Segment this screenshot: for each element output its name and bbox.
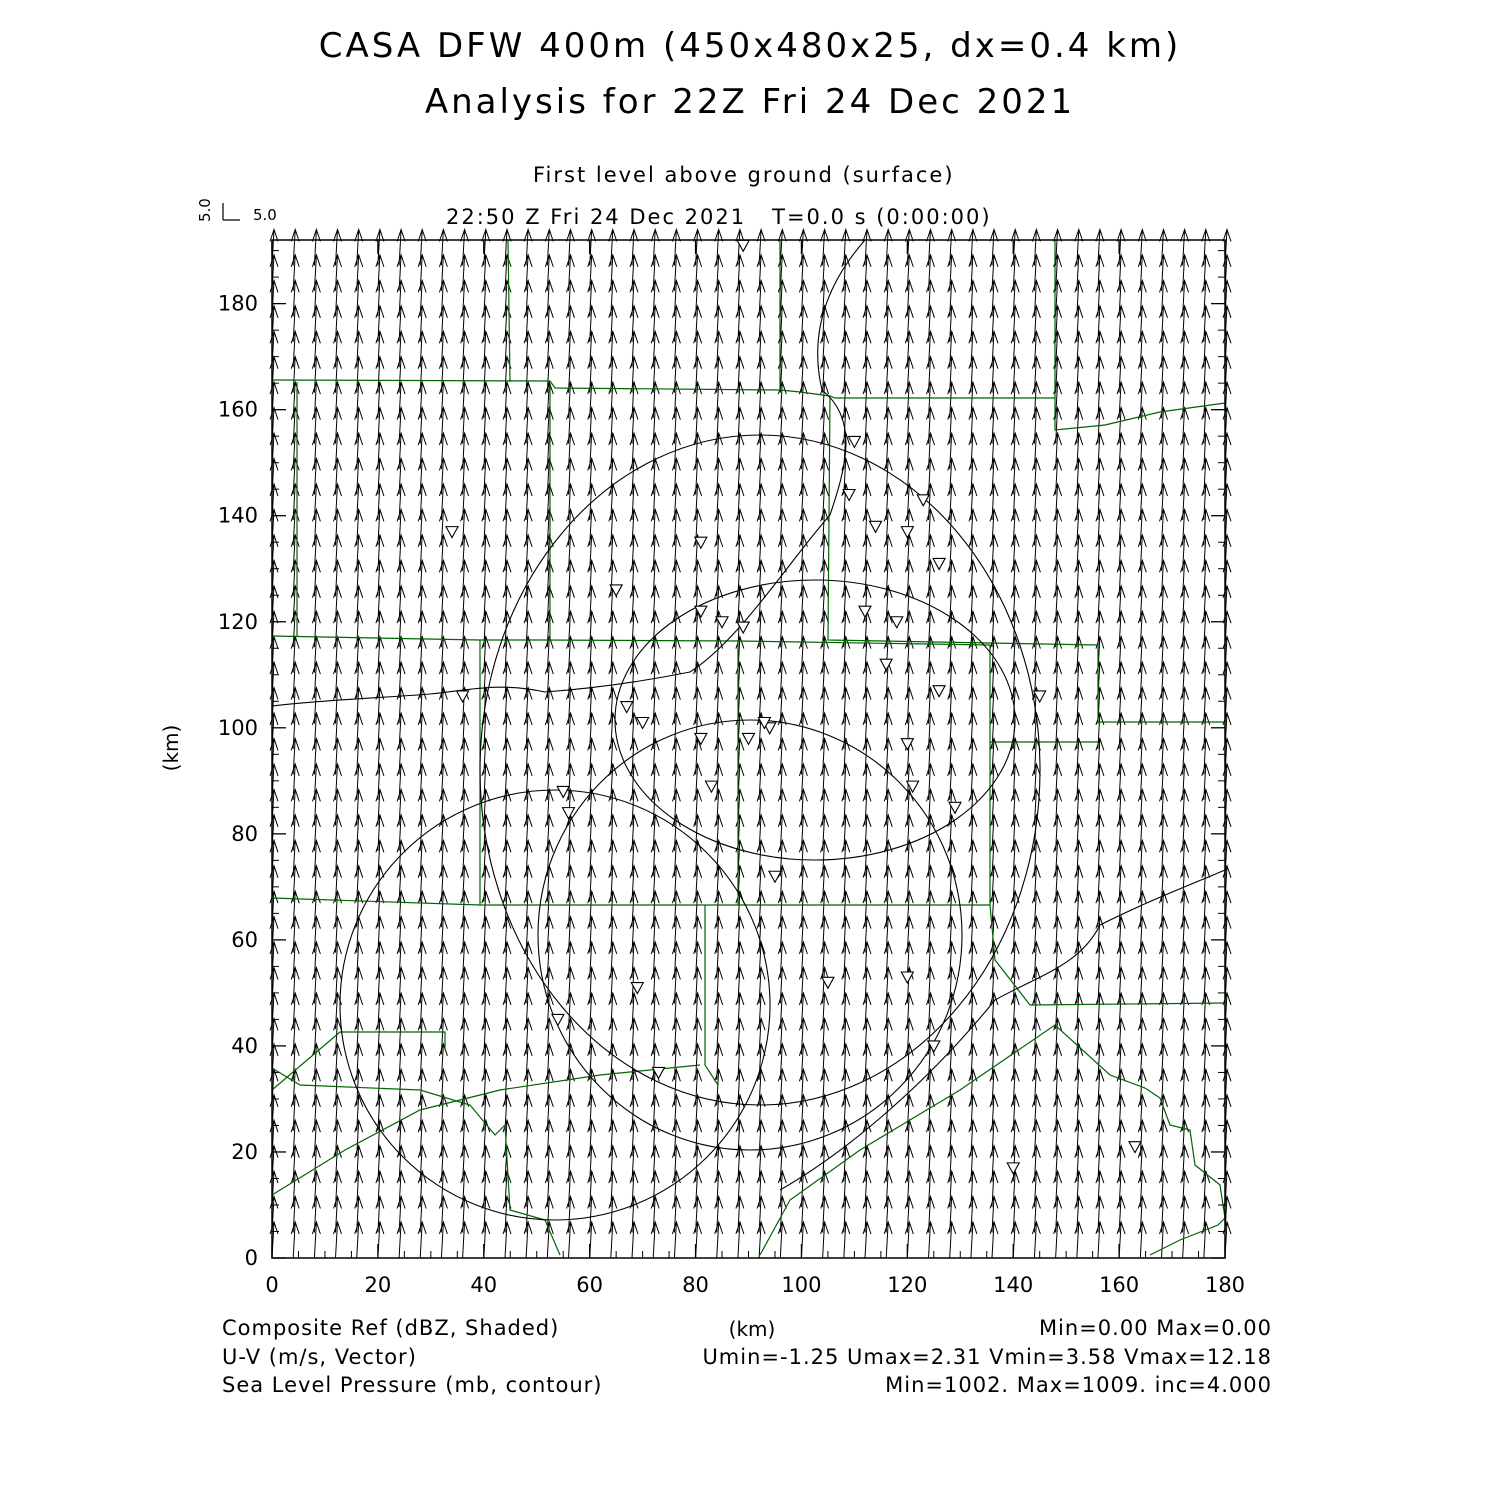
- station-marker: [637, 717, 649, 728]
- y-tick-label: 0: [244, 1246, 258, 1270]
- station-marker: [933, 558, 945, 569]
- county-border-14: [705, 905, 718, 1085]
- x-tick-label: 20: [364, 1273, 392, 1297]
- station-marker: [743, 733, 755, 744]
- x-tick-label: 140: [993, 1273, 1034, 1297]
- composite-ref-label: Composite Ref (dBZ, Shaded): [222, 1316, 560, 1340]
- y-tick-label: 160: [217, 397, 258, 422]
- y-tick-label: 80: [231, 821, 258, 846]
- x-tick-label: 60: [576, 1273, 604, 1297]
- county-border-11: [990, 645, 1225, 1005]
- wind-vector-stats: Umin=-1.25 Umax=2.31 Vmin=3.58 Vmax=12.18: [702, 1345, 1272, 1369]
- stations: [446, 240, 1141, 1174]
- station-marker: [859, 606, 871, 617]
- y-tick-label: 180: [217, 291, 258, 316]
- station-marker: [557, 786, 569, 797]
- reference-vector: [223, 203, 240, 220]
- y-tick-label: 20: [231, 1139, 258, 1164]
- station-marker: [933, 686, 945, 697]
- y-tick-label: 120: [217, 609, 258, 634]
- station-marker: [1007, 1163, 1019, 1174]
- station-marker: [769, 871, 781, 882]
- station-marker: [1129, 1142, 1141, 1153]
- wind-vectors: [270, 230, 1231, 1259]
- wind-vector-label: U-V (m/s, Vector): [222, 1345, 417, 1369]
- y-axis-label: (km): [159, 724, 183, 772]
- y-tick-label: 100: [217, 715, 258, 740]
- main-title: CASA DFW 400m (450x480x25, dx=0.4 km): [318, 26, 1182, 66]
- composite-ref-stats: Min=0.00 Max=0.00: [1038, 1316, 1272, 1340]
- station-marker: [901, 972, 913, 983]
- pressure-label: Sea Level Pressure (mb, contour): [222, 1373, 603, 1397]
- x-tick-label: 120: [887, 1273, 928, 1297]
- x-tick-label: 40: [470, 1273, 498, 1297]
- x-axis-label: (km): [728, 1317, 776, 1341]
- time-label: 22:50 Z Fri 24 Dec 2021 T=0.0 s (0:00:00): [446, 205, 992, 229]
- y-axis: [218, 251, 1225, 1270]
- reference-vector-u-label: 5.0: [253, 206, 277, 224]
- reference-vector-v-label: 5.0: [196, 198, 214, 222]
- station-marker: [446, 527, 458, 538]
- wind-vector-arrows: [270, 230, 1231, 1259]
- x-tick-label: 0: [265, 1273, 279, 1297]
- pressure-stats: Min=1002. Max=1009. inc=4.000: [885, 1373, 1272, 1397]
- y-tick-label: 60: [231, 927, 258, 952]
- pressure-contour-4: [538, 720, 962, 1150]
- x-tick-label: 100: [781, 1273, 822, 1297]
- county-border-1: [272, 380, 1055, 398]
- x-tick-label: 80: [682, 1273, 709, 1297]
- station-marker: [891, 617, 903, 628]
- station-marker: [552, 1014, 564, 1025]
- x-tick-label: 180: [1204, 1273, 1246, 1297]
- x-tick-label: 160: [1099, 1273, 1140, 1297]
- station-marker: [901, 527, 913, 538]
- station-marker: [705, 781, 717, 792]
- station-marker: [621, 702, 633, 713]
- y-tick-label: 40: [231, 1033, 258, 1058]
- station-marker: [917, 495, 929, 506]
- station-marker: [457, 691, 469, 702]
- analysis-title: Analysis for 22Z Fri 24 Dec 2021: [424, 82, 1076, 122]
- y-tick-label: 140: [217, 503, 258, 528]
- station-marker: [870, 521, 882, 532]
- level-label: First level above ground (surface): [533, 163, 955, 187]
- station-marker: [848, 436, 860, 447]
